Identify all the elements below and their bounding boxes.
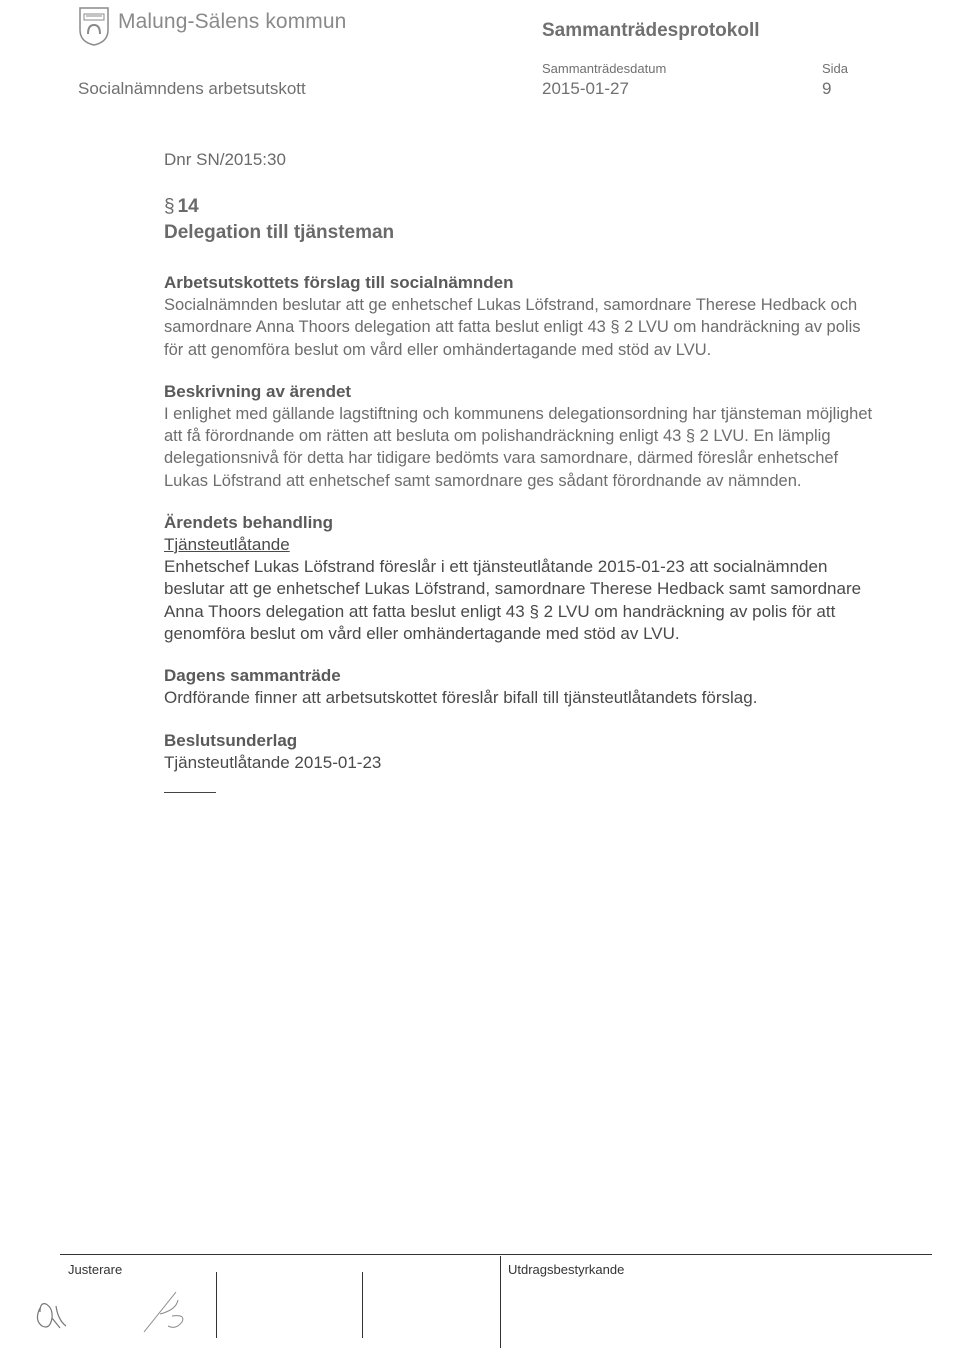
page-number: 9 (822, 79, 832, 98)
basis-section (164, 730, 884, 774)
proposal-text: Socialnämnden beslutar att ge enhetschef Lukas Löfstrand, samordnare Therese Hedback och samordnare Anna Thoors delegation att fatta beslut enligt 43 § 2 LVU om handräckning av polis för att genomföra beslut om vård eller omhändertagande med stöd av LVU. (164, 296, 861, 359)
end-divider (164, 792, 216, 793)
section-paragraph (164, 196, 884, 218)
basis-text: Tjänsteutlåtande 2015-01-23 (164, 752, 382, 772)
municipality-logo-icon (78, 6, 110, 46)
description-text: I enlighet med gällande lagstiftning och kommunens delegationsordning har tjänsteman möjlighet att få förordnande om rätten att besluta om polishandräckning enligt 43 § 2 LVU. En lämplig delegationsnivå för detta har tidigare bedömts vara samordnare, därmed föreslår enhetschef Lukas Löfstrand att enhetschef samt samordnare ges sådant förordnande av nämnden. (164, 404, 873, 490)
handling-subheading: Tjänsteutlåtande (164, 535, 290, 555)
basis-heading: Beslutsunderlag (164, 730, 298, 750)
proposal-heading: Arbetsutskottets förslag till socialnämnden (164, 273, 514, 292)
footer-divider (60, 1254, 932, 1255)
section-sign: § (164, 196, 175, 217)
meeting-section (164, 665, 884, 709)
municipality-name: Malung-Sälens kommun (118, 10, 347, 33)
description-section (164, 381, 884, 492)
protocol-body (164, 150, 884, 793)
meeting-date-label: Sammanträdesdatum (542, 61, 667, 76)
utdragsbestyrkande-label: Utdragsbestyrkande (508, 1262, 625, 1277)
signature-box-divider (362, 1272, 363, 1338)
handwritten-initials (26, 1286, 226, 1336)
meeting-heading: Dagens sammanträde (164, 666, 341, 686)
handling-text: Enhetschef Lukas Löfstrand föreslår i ett tjänsteutlåtande 2015-01-23 att socialnämnden beslutar att ge enhetschef Lukas Löfstrand, samordnare Therese Hedback samt samordnare Anna Thoors delegation att fatta beslut enligt 43 § 2 LVU om handräckning av polis för att genomföra beslut om vård eller omhändertagande med stöd av LVU. (164, 557, 862, 643)
utdrag-box-divider (500, 1256, 501, 1348)
meeting-text: Ordförande finner att arbetsutskottet föreslår bifall till tjänsteutlåtandets förslag. (164, 688, 758, 708)
meeting-date-value: 2015-01-27 (542, 79, 629, 98)
page-label: Sida (822, 61, 849, 76)
justerare-label: Justerare (68, 1262, 123, 1277)
document-title: Sammanträdesprotokoll (542, 20, 760, 41)
proposal-section (164, 272, 884, 361)
case-number: Dnr SN/2015:30 (164, 150, 286, 169)
section-number: 14 (177, 196, 199, 217)
handling-section (164, 512, 884, 645)
handling-heading: Ärendets behandling (164, 513, 334, 533)
committee-name: Socialnämndens arbetsutskott (78, 79, 306, 98)
case-title: Delegation till tjänsteman (164, 222, 395, 243)
description-heading: Beskrivning av ärendet (164, 381, 352, 401)
